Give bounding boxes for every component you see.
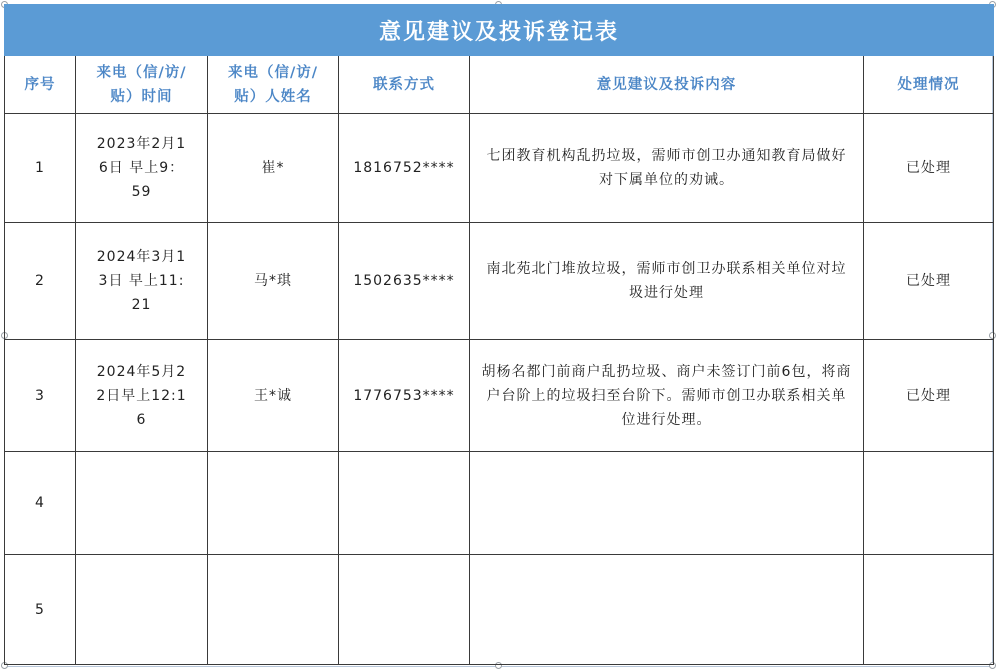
- cell-name[interactable]: 马*琪: [208, 223, 339, 340]
- cell-time-text: 2024年5月22日早上12:16: [96, 363, 187, 428]
- cell-status[interactable]: [864, 452, 994, 555]
- cell-contact[interactable]: [339, 452, 470, 555]
- cell-content[interactable]: [470, 114, 864, 223]
- cell-time[interactable]: [76, 452, 208, 555]
- cell-seq[interactable]: 1: [5, 114, 76, 223]
- header-time-label: 来电（信/访/贴）时间: [96, 64, 187, 105]
- cell-contact[interactable]: 1502635****: [339, 223, 470, 340]
- cell-contact[interactable]: 1776753****: [339, 340, 470, 452]
- header-contact: 联系方式: [339, 56, 470, 114]
- header-seq: 序号: [5, 56, 76, 114]
- cell-contact[interactable]: 1816752****: [339, 114, 470, 223]
- cell-content-text: 七团教育机构乱扔垃圾，需师市创卫办通知教育局做好对下属单位的劝诫。: [486, 148, 847, 188]
- header-name-label: 来电（信/访/贴）人姓名: [227, 64, 319, 105]
- cell-content[interactable]: [470, 555, 864, 665]
- cell-seq[interactable]: 2: [5, 223, 76, 340]
- cell-status[interactable]: 已处理: [864, 223, 994, 340]
- cell-status[interactable]: [864, 555, 994, 665]
- cell-time[interactable]: [76, 223, 208, 340]
- cell-name[interactable]: [208, 555, 339, 665]
- cell-seq[interactable]: 3: [5, 340, 76, 452]
- header-status: 处理情况: [864, 56, 994, 114]
- cell-time-text: 2024年3月13日 早上11:21: [96, 249, 187, 313]
- table-title: 意见建议及投诉登记表: [5, 5, 994, 56]
- table-row: [5, 555, 994, 665]
- header-time: [76, 56, 208, 114]
- header-name: [208, 56, 339, 114]
- cell-contact[interactable]: [339, 555, 470, 665]
- cell-status[interactable]: 已处理: [864, 114, 994, 223]
- cell-time[interactable]: [76, 114, 208, 223]
- cell-content-text: 胡杨名都门前商户乱扔垃圾、商户未签订门前6包，将商户台阶上的垃圾扫至台阶下。需师市创卫办联系相关单位进行处理。: [481, 363, 852, 428]
- cell-time-text: 2023年2月16日 早上9：59: [96, 136, 187, 200]
- table-row: [5, 223, 994, 340]
- cell-status[interactable]: 已处理: [864, 340, 994, 452]
- table-row: [5, 114, 994, 223]
- cell-name[interactable]: 王*诚: [208, 340, 339, 452]
- cell-content[interactable]: [470, 223, 864, 340]
- cell-content-text: 南北苑北门堆放垃圾，需师市创卫办联系相关单位对垃圾进行处理: [486, 261, 847, 301]
- table-row: [5, 340, 994, 452]
- cell-content[interactable]: [470, 452, 864, 555]
- header-content: 意见建议及投诉内容: [470, 56, 864, 114]
- cell-seq[interactable]: 5: [5, 555, 76, 665]
- complaint-register-table: [4, 4, 994, 665]
- cell-content[interactable]: [470, 340, 864, 452]
- cell-time[interactable]: [76, 340, 208, 452]
- table-row: [5, 452, 994, 555]
- cell-name[interactable]: [208, 452, 339, 555]
- cell-name[interactable]: 崔*: [208, 114, 339, 223]
- cell-seq[interactable]: 4: [5, 452, 76, 555]
- cell-time[interactable]: [76, 555, 208, 665]
